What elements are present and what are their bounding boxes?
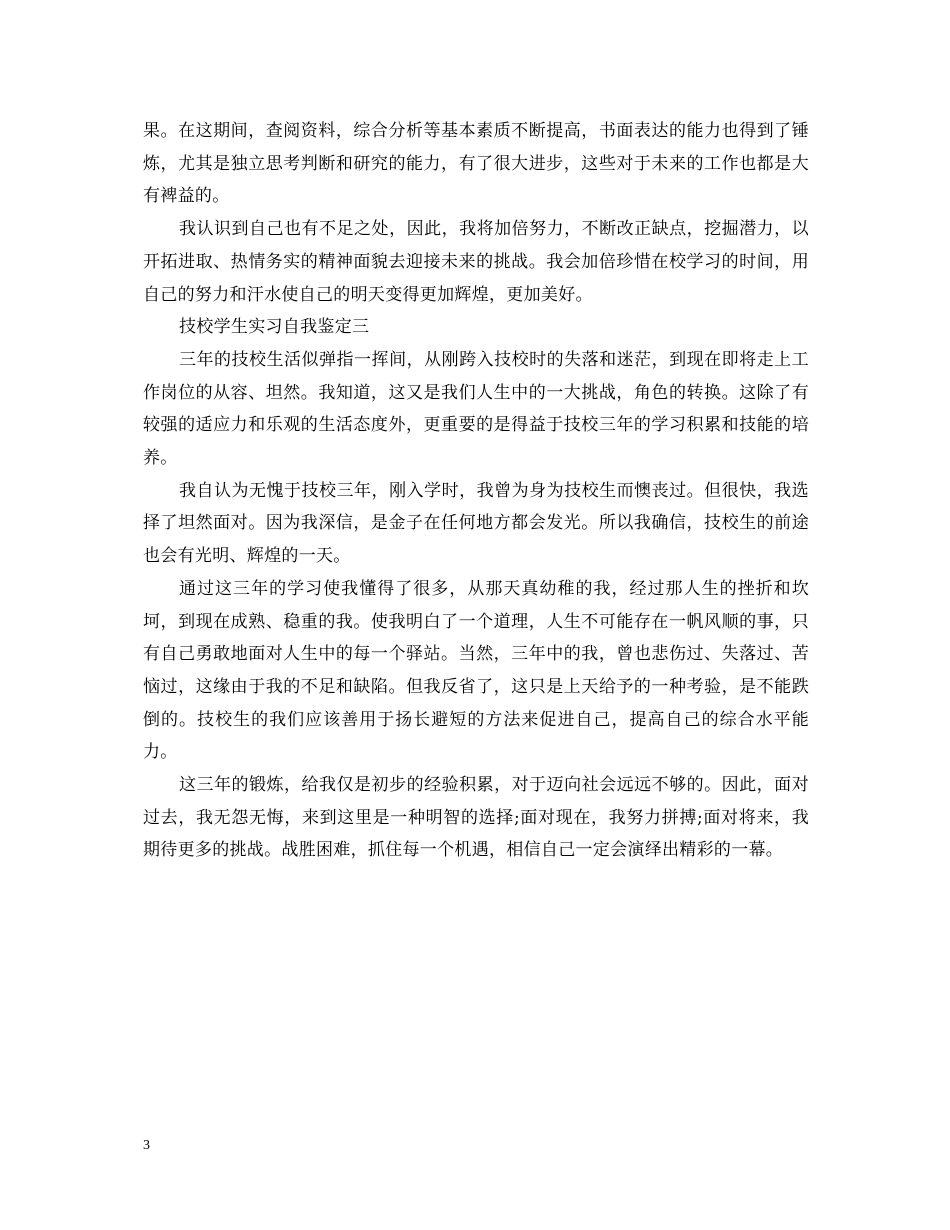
section-heading: 技校学生实习自我鉴定三 (179, 317, 370, 338)
paragraph: 我自认为无愧于技校三年，刚入学时，我曾为身为技校生而懊丧过。但很快，我选择了坦然面对。因为我深信，是金子在任何地方都会发光。所以我确信，技校生的前途也会有光明、辉煌的一天。 (143, 480, 809, 567)
paragraph: 果。在这期间，查阅资料，综合分析等基本素质不断提高，书面表达的能力也得到了锤炼，尤其是独立思考判断和研究的能力，有了很大进步，这些对于未来的工作也都是大有裨益的。 (143, 121, 809, 207)
paragraph: 三年的技校生活似弹指一挥间，从刚跨入技校时的失落和迷茫，到现在即将走上工作岗位的从容、坦然。我知道，这又是我们人生中的一大挑战，角色的转换。这除了有较强的适应力和乐观的生活态度外，更重要的是得益于技校三年的学习积累和技能的培养。 (143, 349, 809, 469)
paragraph: 我认识到自己也有不足之处，因此，我将加倍努力，不断改正缺点，挖掘潜力，以开拓进取、热情务实的精神面貌去迎接未来的挑战。我会加倍珍惜在校学习的时间，用自己的努力和汗水使自己的明天变得更加辉煌，更加美好。 (143, 219, 809, 305)
paragraph: 这三年的锻炼，给我仅是初步的经验积累，对于迈向社会远远不够的。因此，面对过去，我无怨无悔，来到这里是一种明智的选择;面对现在，我努力拼搏;面对将来，我期待更多的挑战。战胜困难，抓住每一个机遇，相信自己一定会演绎出精彩的一幕。 (143, 775, 809, 861)
paragraph: 通过这三年的学习使我懂得了很多，从那天真幼稚的我，经过那人生的挫折和坎坷，到现在成熟、稳重的我。使我明白了一个道理，人生不可能存在一帆风顺的事，只有自己勇敢地面对人生中的每一个驿站。当然，三年中的我，曾也悲伤过、失落过、苦恼过，这缘由于我的不足和缺陷。但我反省了，这只是上天给予的一种考验，是不能跌倒的。技校生的我们应该善用于扬长避短的方法来促进自己，提高自己的综合水平能力。 (143, 578, 809, 763)
body-text (143, 115, 809, 867)
page-number: 3 (143, 1138, 150, 1153)
